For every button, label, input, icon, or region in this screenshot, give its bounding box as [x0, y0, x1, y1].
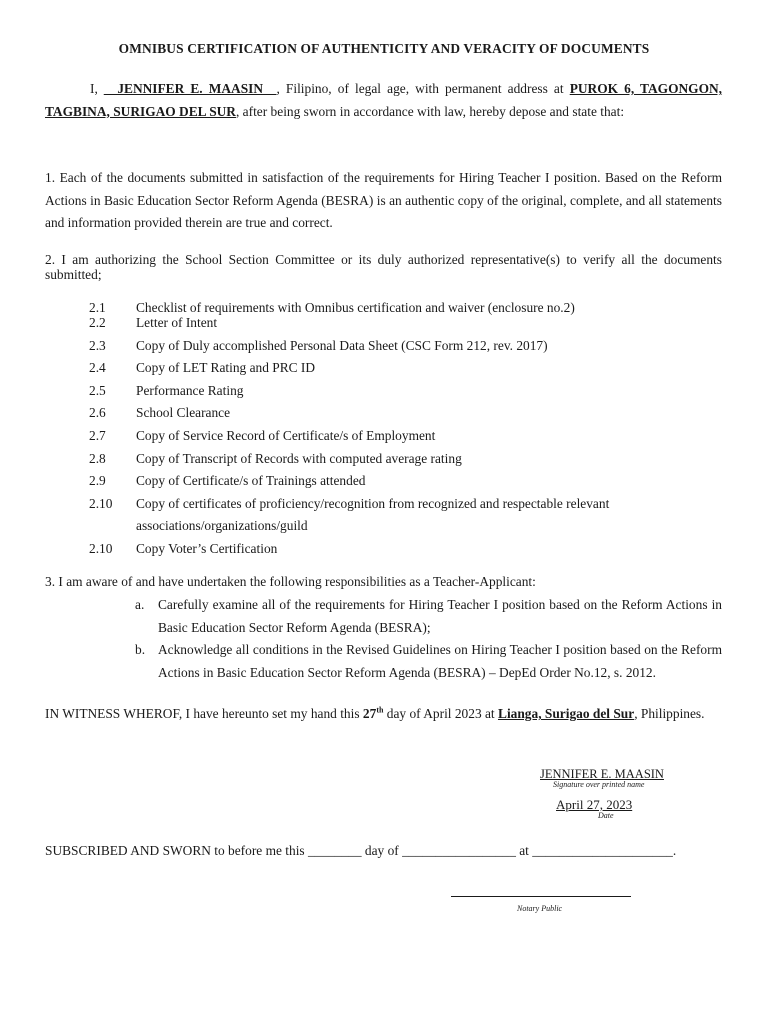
list-item-number: 2.4 [89, 360, 106, 376]
witness-pre: IN WITNESS WHEROF, I have hereunto set my hand this [45, 706, 360, 721]
list-item-text: Copy Voter’s Certification [136, 540, 278, 556]
paragraph-2: 2. I am authorizing the School Section Committee or its duly authorized representative(s) to verify all the documents submitted; [45, 252, 722, 282]
document-title: OMNIBUS CERTIFICATION OF AUTHENTICITY AND VERACITY OF DOCUMENTS [118, 41, 650, 56]
list-item [89, 493, 729, 538]
list-item-number: 2.5 [89, 382, 106, 398]
date-caption: Date [598, 811, 614, 820]
paragraph-1: 1. Each of the documents submitted in satisfaction of the requirements for Hiring Teacher I position. Based on the Reform Actions in Basic Education Sector Reform Agenda (BESRA) is an authentic copy of the original, complete, and all statements and information provided therein are true and correct. [45, 170, 722, 231]
witness-post: , Philippines. [634, 706, 705, 721]
list-item [89, 448, 729, 471]
list-item-text: Copy of Certificate/s of Trainings attended [136, 473, 366, 489]
intro-paragraph [45, 78, 722, 123]
signature-name: JENNIFER E. MAASIN [540, 767, 664, 781]
intro-tail: , after being sworn in accordance with law, hereby depose and state that: [235, 103, 625, 119]
signature-date: April 27, 2023 [556, 797, 633, 812]
list-item-number: 2.1 [89, 300, 106, 315]
list-item [89, 357, 729, 380]
intro-i: I, [90, 81, 98, 96]
list-item-number: 2.9 [89, 473, 106, 489]
affiant-name: __JENNIFER E. MAASIN__ [103, 81, 277, 96]
witness-place: Lianga, Surigao del Sur [498, 706, 635, 721]
notary-signature-line [451, 896, 631, 897]
list-item [89, 312, 729, 335]
list-item-number: 2.6 [89, 405, 106, 421]
witness-day: 27th [362, 705, 384, 721]
notary-caption: Notary Public [517, 904, 563, 913]
list-item-number: 2.10 [89, 495, 113, 511]
list-item-number: 2.8 [89, 450, 106, 466]
list-item [89, 402, 729, 425]
list-item [89, 425, 729, 448]
list-item-text: Copy of LET Rating and PRC ID [136, 360, 316, 376]
list-item-text: Letter of Intent [136, 315, 218, 330]
witness-day-suffix: th [376, 705, 384, 715]
sworn-statement: SUBSCRIBED AND SWORN to before me this ________ day of _________________ at _____________________. [45, 843, 677, 858]
list-item-number: 2.10 [89, 540, 113, 556]
requirements-list [89, 297, 729, 560]
list-item-text: Copy of Service Record of Certificate/s of Employment [136, 427, 436, 443]
list-item-number: 2.7 [89, 427, 106, 443]
list-item [89, 297, 729, 315]
list-item-text: Copy of Duly accomplished Personal Data Sheet (CSC Form 212, rev. 2017) [136, 337, 548, 353]
list-item-text: School Clearance [136, 405, 231, 421]
list-item-number: 2.3 [89, 337, 106, 353]
witness-paragraph [45, 703, 722, 726]
paragraph-3: 3. I am aware of and have undertaken the following responsibilities as a Teacher-Applicant: [45, 574, 536, 589]
sub-item-letter: b. [135, 642, 146, 657]
signature-caption: Signature over printed name [553, 780, 645, 789]
intro-mid: , Filipino, of legal age, with permanent address at [276, 81, 564, 96]
sub-item-text: Acknowledge all conditions in the Revised Guidelines on Hiring Teacher I position based on the Reform Actions in Basic Education Sector Reform Agenda (BESRA) – DepEd Order No.12, s. 2012. [158, 642, 722, 680]
sub-item-a [135, 594, 722, 639]
list-item-text: Copy of Transcript of Records with computed average rating [136, 450, 462, 466]
affiant-address: PUROK 6, TAGONGON, TAGBINA, SURIGAO DEL SUR [45, 81, 723, 119]
list-item-text: Copy of certificates of proficiency/recognition from recognized and respectable relevant associations/organizations/guild [136, 495, 610, 534]
witness-mid: day of April 2023 at [386, 706, 495, 721]
list-item-number: 2.2 [89, 315, 106, 330]
list-item [89, 380, 729, 403]
list-item-text: Checklist of requirements with Omnibus certification and waiver (enclosure no.2) [136, 300, 575, 315]
sub-item-letter: a. [135, 597, 145, 612]
list-item [89, 335, 729, 358]
list-item-text: Performance Rating [136, 382, 244, 398]
list-item [89, 538, 729, 561]
list-item [89, 470, 729, 493]
sub-item-text: Carefully examine all of the requirements for Hiring Teacher I position based on the Reform Actions in Basic Education Sector Reform Agenda (BESRA); [158, 597, 722, 635]
sub-item-b [135, 639, 722, 684]
